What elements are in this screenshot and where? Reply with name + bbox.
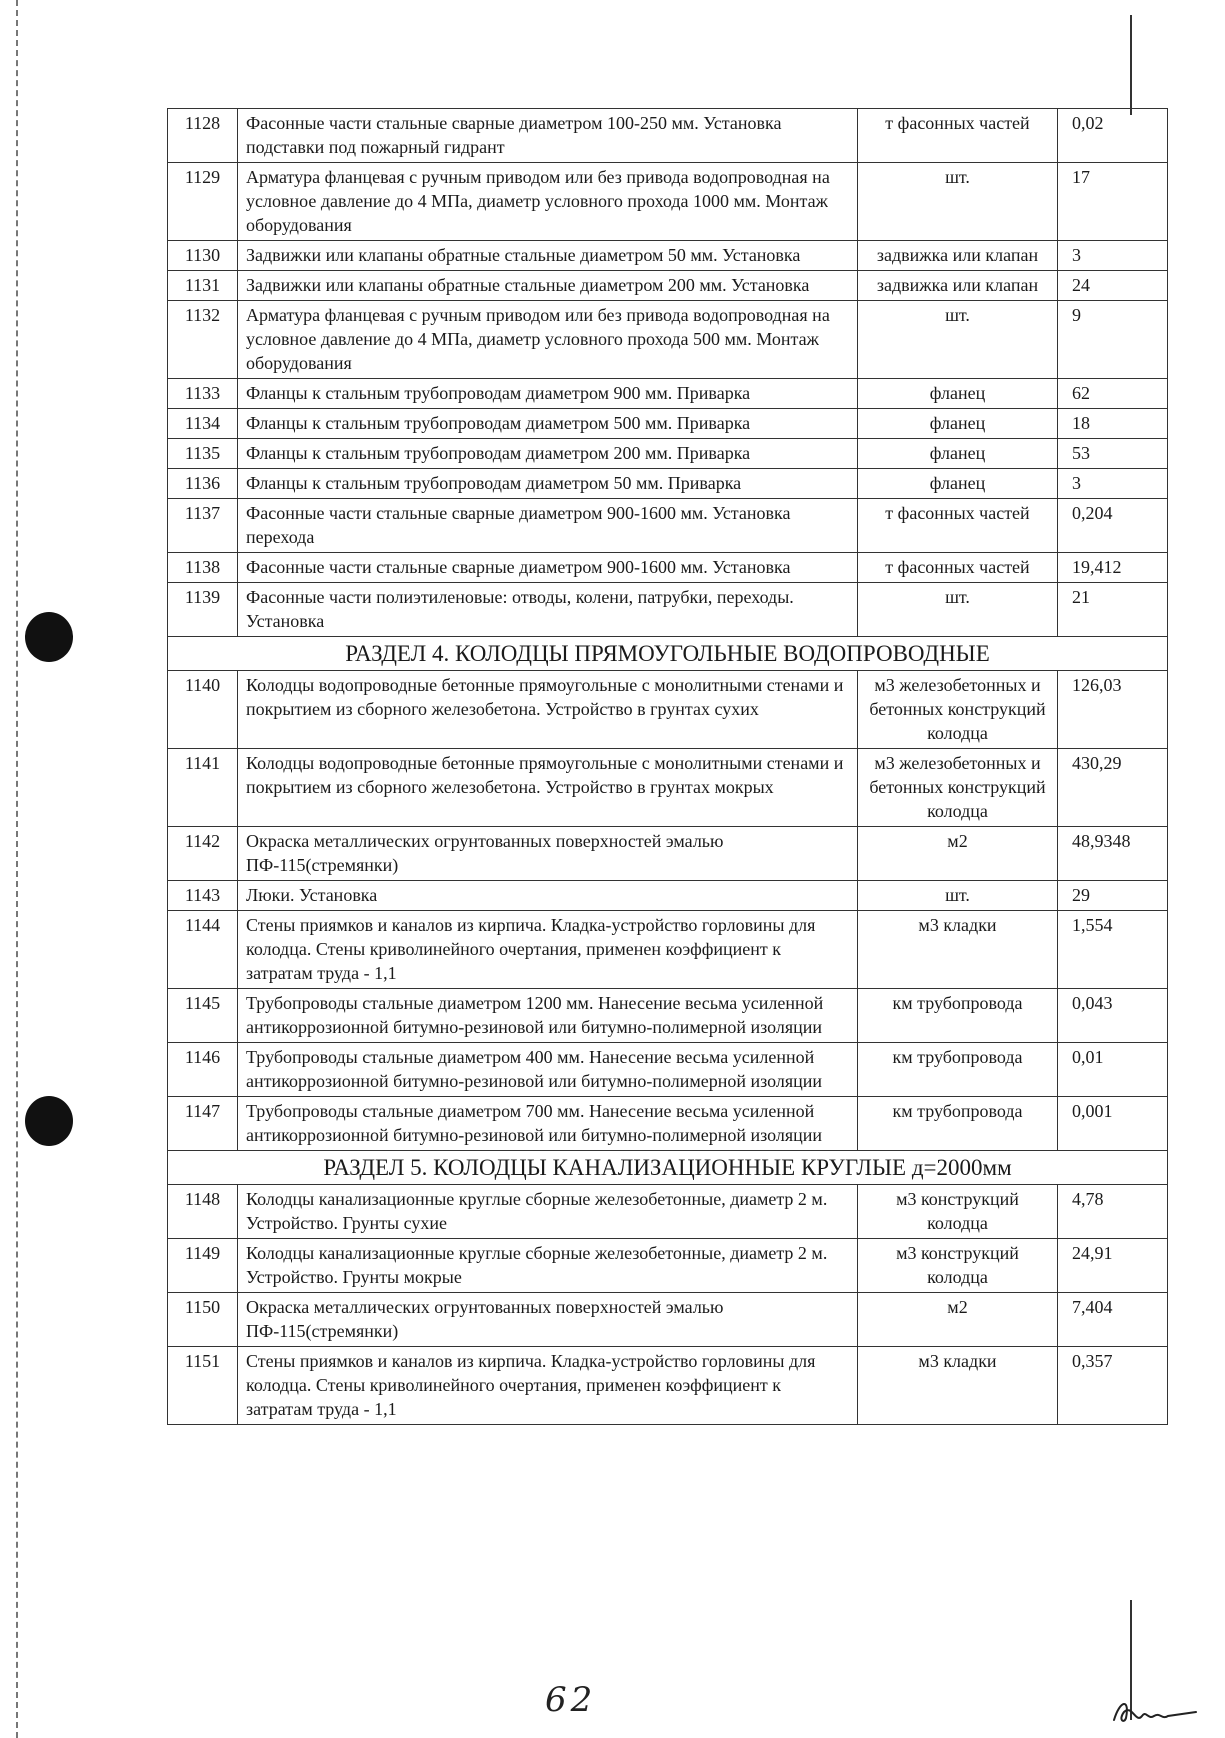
signature xyxy=(1110,1690,1200,1730)
row-description: Окраска металлических огрунтованных поверхностей эмалью ПФ-115(стремянки) xyxy=(238,827,858,881)
row-description: Колодцы водопроводные бетонные прямоугольные с монолитными стенами и покрытием из сборного железобетона. Устройство в грунтах мокрых xyxy=(238,749,858,827)
row-number: 1148 xyxy=(168,1185,238,1239)
row-number: 1138 xyxy=(168,553,238,583)
row-description: Фланцы к стальным трубопроводам диаметром 50 мм. Приварка xyxy=(238,469,858,499)
table-row xyxy=(168,881,1168,911)
row-description: Колодцы канализационные круглые сборные железобетонные, диаметр 2 м. Устройство. Грунты мокрые xyxy=(238,1239,858,1293)
row-number: 1133 xyxy=(168,379,238,409)
table-row xyxy=(168,1347,1168,1425)
row-number: 1146 xyxy=(168,1043,238,1097)
estimate-table xyxy=(167,108,1168,1425)
section-5-row xyxy=(168,1151,1168,1185)
row-quantity: 24 xyxy=(1058,271,1168,301)
table-row xyxy=(168,109,1168,163)
row-quantity: 0,043 xyxy=(1058,989,1168,1043)
table-row xyxy=(168,409,1168,439)
table-row xyxy=(168,301,1168,379)
row-quantity: 0,01 xyxy=(1058,1043,1168,1097)
row-unit: фланец xyxy=(858,469,1058,499)
table-row xyxy=(168,749,1168,827)
row-quantity: 21 xyxy=(1058,583,1168,637)
row-quantity: 0,357 xyxy=(1058,1347,1168,1425)
row-description: Арматура фланцевая с ручным приводом или без привода водопроводная на условное давление до 4 МПа, диаметр условного прохода 1000 мм. Монтаж оборудования xyxy=(238,163,858,241)
row-unit: фланец xyxy=(858,379,1058,409)
row-description: Стены приямков и каналов из кирпича. Кладка-устройство горловины для колодца. Стены криволинейного очертания, применен коэффициент к затратам труда - 1,1 xyxy=(238,911,858,989)
table-row xyxy=(168,1185,1168,1239)
row-unit: м3 конструкций колодца xyxy=(858,1239,1058,1293)
page-number: 62 xyxy=(545,1680,597,1720)
row-unit: шт. xyxy=(858,301,1058,379)
row-quantity: 3 xyxy=(1058,469,1168,499)
row-quantity: 0,001 xyxy=(1058,1097,1168,1151)
row-quantity: 53 xyxy=(1058,439,1168,469)
row-number: 1139 xyxy=(168,583,238,637)
table-row xyxy=(168,1043,1168,1097)
row-description: Трубопроводы стальные диаметром 400 мм. Нанесение весьма усиленной антикоррозионной битумно-резиновой или битумно-полимерной изоляции xyxy=(238,1043,858,1097)
table-body-part1 xyxy=(168,109,1168,637)
row-quantity: 24,91 xyxy=(1058,1239,1168,1293)
row-description: Фасонные части стальные сварные диаметром 100-250 мм. Установка подставки под пожарный гидрант xyxy=(238,109,858,163)
row-description: Стены приямков и каналов из кирпича. Кладка-устройство горловины для колодца. Стены криволинейного очертания, применен коэффициент к затратам труда - 1,1 xyxy=(238,1347,858,1425)
row-description: Задвижки или клапаны обратные стальные диаметром 200 мм. Установка xyxy=(238,271,858,301)
row-description: Колодцы водопроводные бетонные прямоугольные с монолитными стенами и покрытием из сборного железобетона. Устройство в грунтах сухих xyxy=(238,671,858,749)
row-quantity: 19,412 xyxy=(1058,553,1168,583)
row-description: Фасонные части стальные сварные диаметром 900-1600 мм. Установка перехода xyxy=(238,499,858,553)
row-quantity: 3 xyxy=(1058,241,1168,271)
row-quantity: 126,03 xyxy=(1058,671,1168,749)
binder-hole-top xyxy=(25,612,73,662)
row-unit: м3 кладки xyxy=(858,1347,1058,1425)
row-unit: м3 кладки xyxy=(858,911,1058,989)
row-quantity: 62 xyxy=(1058,379,1168,409)
binder-hole-bottom xyxy=(25,1096,73,1146)
section-5-title: РАЗДЕЛ 5. КОЛОДЦЫ КАНАЛИЗАЦИОННЫЕ КРУГЛЫЕ д=2000мм xyxy=(168,1151,1168,1185)
row-description: Трубопроводы стальные диаметром 700 мм. Нанесение весьма усиленной антикоррозионной битумно-резиновой или битумно-полимерной изоляции xyxy=(238,1097,858,1151)
row-number: 1149 xyxy=(168,1239,238,1293)
row-description: Люки. Установка xyxy=(238,881,858,911)
table-row xyxy=(168,439,1168,469)
row-unit: шт. xyxy=(858,881,1058,911)
row-description: Окраска металлических огрунтованных поверхностей эмалью ПФ-115(стремянки) xyxy=(238,1293,858,1347)
table-row xyxy=(168,271,1168,301)
row-unit: м2 xyxy=(858,1293,1058,1347)
row-number: 1134 xyxy=(168,409,238,439)
row-number: 1129 xyxy=(168,163,238,241)
row-number: 1143 xyxy=(168,881,238,911)
row-unit: м3 железобетонных и бетонных конструкций колодца xyxy=(858,671,1058,749)
row-description: Задвижки или клапаны обратные стальные диаметром 50 мм. Установка xyxy=(238,241,858,271)
row-unit: шт. xyxy=(858,583,1058,637)
row-quantity: 0,02 xyxy=(1058,109,1168,163)
row-number: 1132 xyxy=(168,301,238,379)
row-unit: фланец xyxy=(858,439,1058,469)
row-quantity: 0,204 xyxy=(1058,499,1168,553)
row-unit: км трубопровода xyxy=(858,1097,1058,1151)
row-unit: т фасонных частей xyxy=(858,109,1058,163)
row-number: 1144 xyxy=(168,911,238,989)
table-row xyxy=(168,671,1168,749)
row-number: 1150 xyxy=(168,1293,238,1347)
row-quantity: 430,29 xyxy=(1058,749,1168,827)
row-quantity: 1,554 xyxy=(1058,911,1168,989)
row-quantity: 18 xyxy=(1058,409,1168,439)
row-number: 1151 xyxy=(168,1347,238,1425)
table-row xyxy=(168,911,1168,989)
row-description: Арматура фланцевая с ручным приводом или без привода водопроводная на условное давление до 4 МПа, диаметр условного прохода 500 мм. Монтаж оборудования xyxy=(238,301,858,379)
row-unit: м2 xyxy=(858,827,1058,881)
row-unit: т фасонных частей xyxy=(858,499,1058,553)
table-row xyxy=(168,553,1168,583)
row-description: Колодцы канализационные круглые сборные железобетонные, диаметр 2 м. Устройство. Грунты сухие xyxy=(238,1185,858,1239)
table-row xyxy=(168,1097,1168,1151)
row-unit: т фасонных частей xyxy=(858,553,1058,583)
row-number: 1136 xyxy=(168,469,238,499)
row-unit: задвижка или клапан xyxy=(858,241,1058,271)
row-number: 1147 xyxy=(168,1097,238,1151)
row-number: 1131 xyxy=(168,271,238,301)
row-number: 1141 xyxy=(168,749,238,827)
row-unit: м3 железобетонных и бетонных конструкций колодца xyxy=(858,749,1058,827)
row-description: Фланцы к стальным трубопроводам диаметром 500 мм. Приварка xyxy=(238,409,858,439)
row-unit: м3 конструкций колодца xyxy=(858,1185,1058,1239)
table-row xyxy=(168,827,1168,881)
left-edge-dashed-line xyxy=(16,0,18,1738)
table-row xyxy=(168,379,1168,409)
row-number: 1145 xyxy=(168,989,238,1043)
table-row xyxy=(168,1293,1168,1347)
margin-rule-top xyxy=(1130,15,1132,115)
table-row xyxy=(168,1239,1168,1293)
table-row xyxy=(168,163,1168,241)
row-quantity: 9 xyxy=(1058,301,1168,379)
row-description: Фланцы к стальным трубопроводам диаметром 900 мм. Приварка xyxy=(238,379,858,409)
table-row xyxy=(168,241,1168,271)
row-number: 1137 xyxy=(168,499,238,553)
section-4-row xyxy=(168,637,1168,671)
row-unit: шт. xyxy=(858,163,1058,241)
row-quantity: 48,9348 xyxy=(1058,827,1168,881)
row-number: 1135 xyxy=(168,439,238,469)
table-body-part3 xyxy=(168,1185,1168,1425)
row-description: Фасонные части стальные сварные диаметром 900-1600 мм. Установка xyxy=(238,553,858,583)
row-quantity: 4,78 xyxy=(1058,1185,1168,1239)
row-description: Фланцы к стальным трубопроводам диаметром 200 мм. Приварка xyxy=(238,439,858,469)
table-row xyxy=(168,989,1168,1043)
row-number: 1128 xyxy=(168,109,238,163)
row-description: Трубопроводы стальные диаметром 1200 мм. Нанесение весьма усиленной антикоррозионной битумно-резиновой или битумно-полимерной изоляции xyxy=(238,989,858,1043)
row-description: Фасонные части полиэтиленовые: отводы, колени, патрубки, переходы. Установка xyxy=(238,583,858,637)
row-number: 1140 xyxy=(168,671,238,749)
row-number: 1142 xyxy=(168,827,238,881)
row-quantity: 29 xyxy=(1058,881,1168,911)
table-row xyxy=(168,499,1168,553)
row-unit: задвижка или клапан xyxy=(858,271,1058,301)
row-number: 1130 xyxy=(168,241,238,271)
row-unit: км трубопровода xyxy=(858,1043,1058,1097)
row-quantity: 7,404 xyxy=(1058,1293,1168,1347)
row-unit: фланец xyxy=(858,409,1058,439)
table-row xyxy=(168,469,1168,499)
row-unit: км трубопровода xyxy=(858,989,1058,1043)
section-4-title: РАЗДЕЛ 4. КОЛОДЦЫ ПРЯМОУГОЛЬНЫЕ ВОДОПРОВОДНЫЕ xyxy=(168,637,1168,671)
table-body-part2 xyxy=(168,671,1168,1151)
row-quantity: 17 xyxy=(1058,163,1168,241)
table-row xyxy=(168,583,1168,637)
